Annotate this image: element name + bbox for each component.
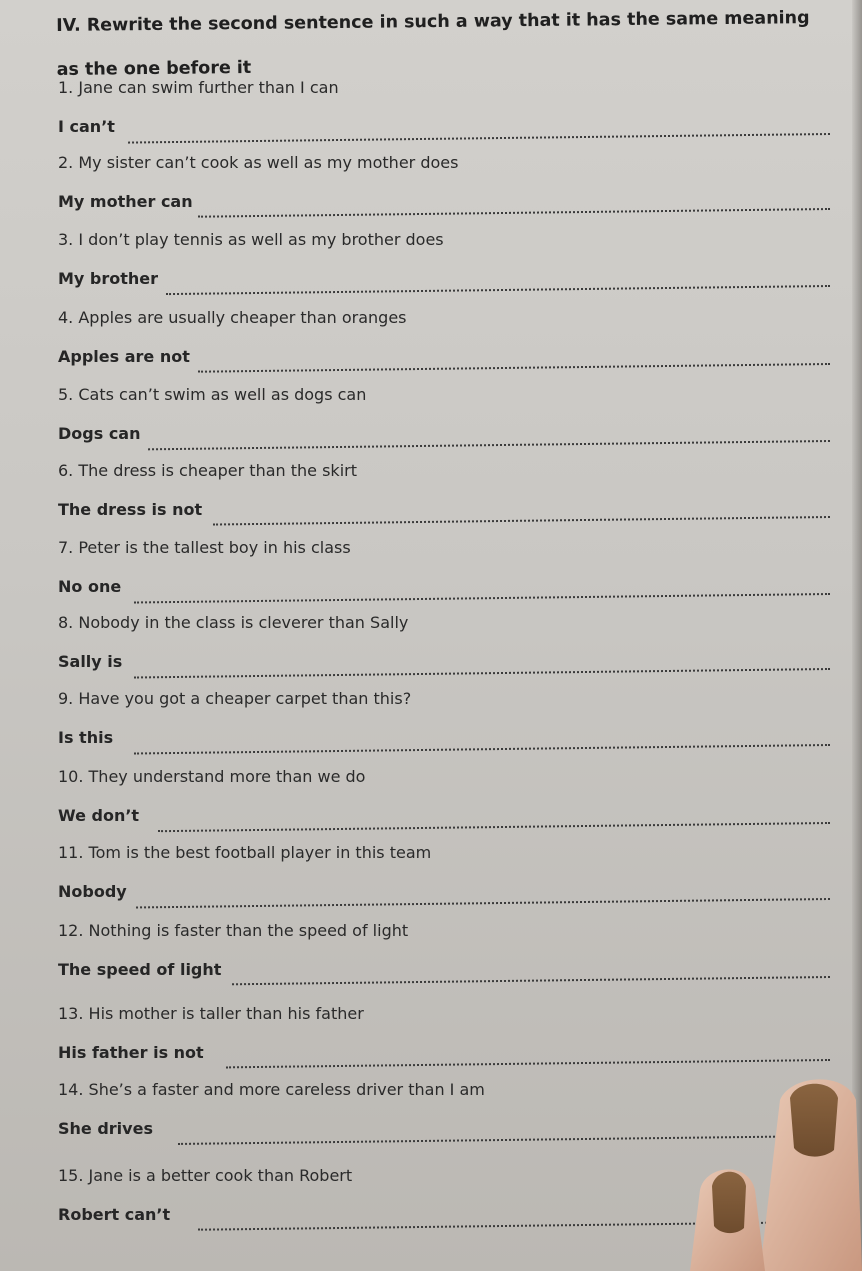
rewrite-stem: Robert can’t: [58, 1205, 171, 1224]
rewrite-stem: I can’t: [58, 117, 115, 136]
original-sentence: 15. Jane is a better cook than Robert: [58, 1166, 353, 1185]
original-sentence: 14. She’s a faster and more careless driver than I am: [58, 1080, 485, 1099]
original-sentence: 2. My sister can’t cook as well as my mother does: [58, 153, 459, 172]
answer-line[interactable]: [198, 1207, 830, 1231]
exercise-item: [58, 1166, 838, 1242]
exercise-item: [58, 461, 838, 537]
answer-line[interactable]: [232, 962, 830, 985]
rewrite-stem: Is this: [58, 728, 114, 747]
rewrite-stem: The dress is not: [58, 500, 203, 519]
rewrite-stem: Nobody: [58, 882, 127, 901]
rewrite-stem: The speed of light: [58, 960, 222, 979]
rewrite-stem: No one: [58, 577, 122, 596]
answer-line[interactable]: [134, 654, 830, 679]
rewrite-stem: We don’t: [58, 806, 140, 825]
original-sentence: 7. Peter is the tallest boy in his class: [58, 538, 351, 557]
original-sentence: 6. The dress is cheaper than the skirt: [58, 461, 357, 480]
answer-line[interactable]: [134, 730, 830, 755]
rewrite-stem: His father is not: [58, 1043, 204, 1062]
original-sentence: 13. His mother is taller than his father: [58, 1004, 364, 1023]
exercise-item: [58, 153, 838, 229]
answer-line[interactable]: [136, 884, 830, 908]
exercise-item: [58, 1080, 838, 1156]
exercise-item: [58, 843, 838, 919]
rewrite-stem: Sally is: [58, 652, 123, 671]
exercise-item: [58, 308, 838, 384]
rewrite-stem: Dogs can: [58, 424, 141, 443]
exercise-item: [58, 921, 838, 997]
answer-line[interactable]: [198, 194, 830, 218]
rewrite-stem: My brother: [58, 269, 159, 288]
answer-line[interactable]: [213, 502, 830, 526]
original-sentence: 11. Tom is the best football player in this team: [58, 843, 432, 862]
exercise-item: [58, 230, 838, 306]
answer-line[interactable]: [158, 808, 830, 832]
original-sentence: 3. I don’t play tennis as well as my brother does: [58, 230, 444, 249]
answer-line[interactable]: [148, 426, 830, 450]
original-sentence: 8. Nobody in the class is cleverer than Sally: [58, 613, 409, 632]
original-sentence: 10. They understand more than we do: [58, 767, 366, 786]
page-edge-shadow: [852, 0, 862, 1271]
rewrite-stem: Apples are not: [58, 347, 190, 366]
original-sentence: 12. Nothing is faster than the speed of light: [58, 921, 409, 940]
answer-line[interactable]: [226, 1045, 830, 1068]
original-sentence: 5. Cats can’t swim as well as dogs can: [58, 385, 367, 404]
exercise-item: [58, 385, 838, 461]
answer-line[interactable]: [198, 349, 830, 373]
exercise-item: [58, 1004, 838, 1080]
exercise-title: IV. Rewrite the second sentence in such a way that it has the same meaning as the one before it: [56, 8, 810, 80]
answer-line[interactable]: [128, 119, 830, 144]
original-sentence: 4. Apples are usually cheaper than oranges: [58, 308, 407, 327]
answer-line[interactable]: [166, 271, 830, 295]
answer-line[interactable]: [178, 1121, 830, 1145]
rewrite-stem: My mother can: [58, 192, 193, 211]
answer-line[interactable]: [134, 579, 830, 604]
original-sentence: 9. Have you got a cheaper carpet than this?: [58, 689, 412, 708]
rewrite-stem: She drives: [58, 1119, 153, 1138]
exercise-item: [58, 538, 838, 614]
exercise-item: [58, 78, 838, 154]
original-sentence: 1. Jane can swim further than I can: [58, 78, 339, 97]
exercise-item: [58, 767, 838, 843]
exercise-item: [58, 689, 838, 765]
exercise-item: [58, 613, 838, 689]
